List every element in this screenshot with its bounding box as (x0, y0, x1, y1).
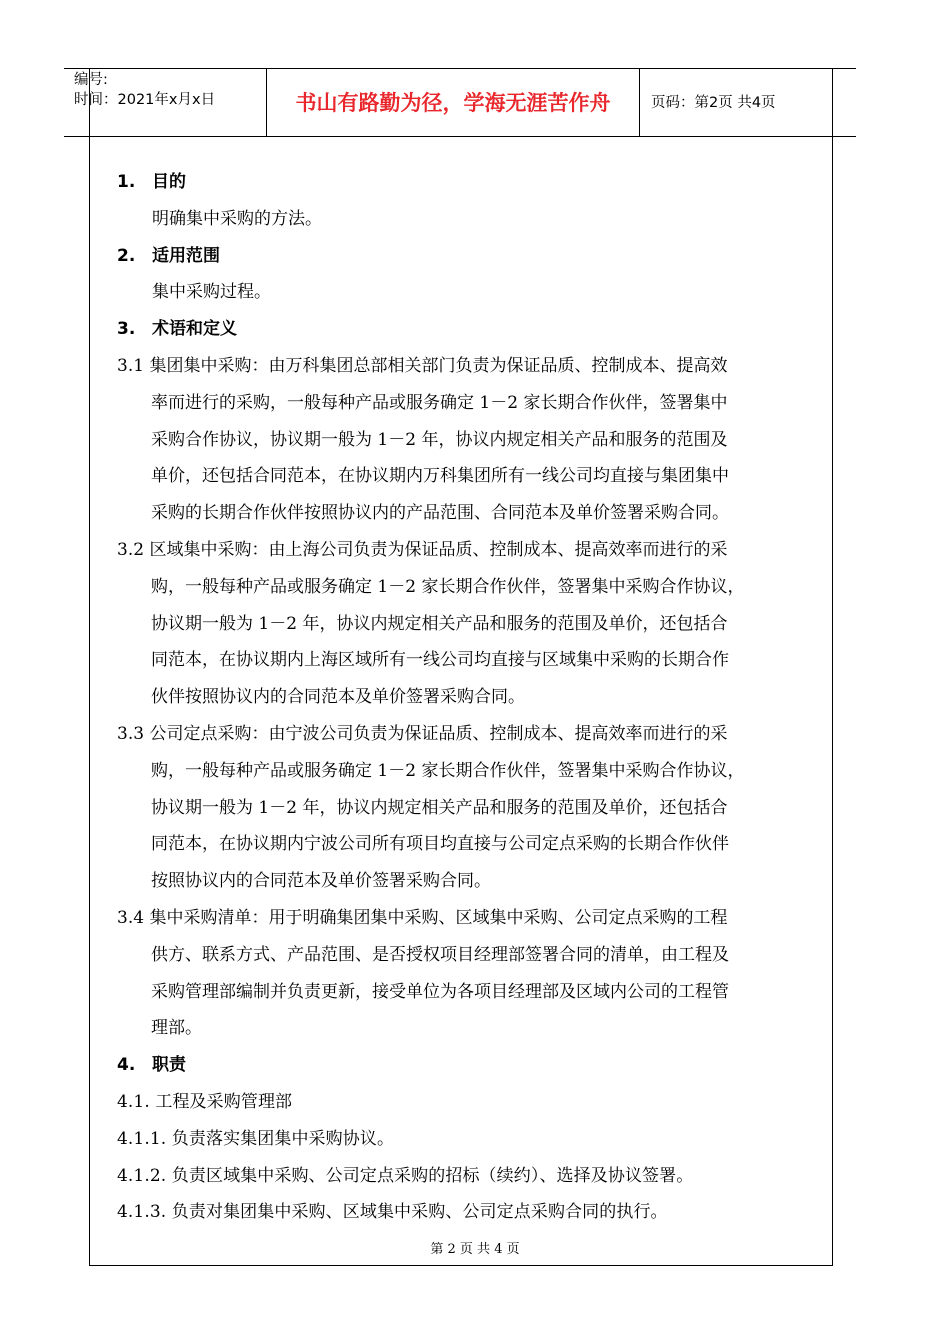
doc-date-label: 时间：2021年x月x日 (74, 92, 216, 108)
definition-3-3-line: 按照协议内的合同范本及单价签署采购合同。 (151, 871, 491, 892)
header-rule-bottom (64, 136, 856, 137)
header-meta (74, 70, 264, 110)
section-heading-4 (117, 1047, 817, 1084)
section-number: 3. (117, 319, 136, 340)
definition-3-3-line: 购，一般每种产品或服务确定 1－2 家长期合作伙伴，签署集中采购合作协议， (151, 760, 745, 781)
definition-3-2-line: 3.2 区域集中采购：由上海公司负责为保证品质、控制成本、提高效率而进行的采 (117, 539, 728, 560)
subsection-4-1: 4.1. 工程及采购管理部 (117, 1091, 293, 1112)
definition-3-1-line: 率而进行的采购，一般每种产品或服务确定 1－2 家长期合作伙伴，签署集中 (151, 392, 728, 413)
header-divider-1 (266, 68, 267, 136)
section-heading-3 (117, 311, 817, 348)
definition-3-2-line: 伙伴按照协议内的合同范本及单价签署采购合同。 (151, 687, 525, 708)
definition-3-4-line: 供方、联系方式、产品范围、是否授权项目经理部签署合同的清单，由工程及 (151, 944, 729, 965)
document-body (117, 164, 817, 1231)
section-title: 职责 (152, 1055, 186, 1076)
section-number: 4. (117, 1055, 136, 1076)
page-footer: 第 2 页 共 4 页 (430, 1242, 520, 1257)
definition-3-4-line: 3.4 集中采购清单：用于明确集团集中采购、区域集中采购、公司定点采购的工程 (117, 907, 728, 928)
header-page-info: 页码：第2页 共4页 (651, 95, 776, 111)
definition-3-2-line: 同范本，在协议期内上海区域所有一线公司均直接与区域集中采购的长期合作 (151, 650, 729, 671)
subsection-4-1-2: 4.1.2. 负责区域集中采购、公司定点采购的招标（续约）、选择及协议签署。 (117, 1165, 694, 1186)
section-text-2: 集中采购过程。 (152, 282, 271, 303)
definition-3-1-line: 采购的长期合作伙伴按照协议内的产品范围、合同范本及单价签署采购合同。 (151, 503, 729, 524)
definition-3-4-line: 采购管理部编制并负责更新，接受单位为各项目经理部及区域内公司的工程管 (151, 981, 729, 1002)
header-divider-2 (639, 68, 640, 136)
section-number: 2. (117, 245, 136, 266)
section-title: 目的 (152, 172, 186, 192)
definition-3-1-line: 采购合作协议，协议期一般为 1－2 年，协议内规定相关产品和服务的范围及 (151, 429, 728, 450)
section-number: 1. (117, 172, 136, 192)
definition-3-1-line: 单价，还包括合同范本，在协议期内万科集团所有一线公司均直接与集团集中 (151, 466, 729, 487)
section-text-1: 明确集中采购的方法。 (152, 208, 322, 229)
definition-3-3-line: 同范本，在协议期内宁波公司所有项目均直接与公司定点采购的长期合作伙伴 (151, 834, 729, 855)
section-heading-1 (117, 164, 817, 201)
header-rule-top (64, 68, 856, 69)
header-motto: 书山有路勤为径，学海无涯苦作舟 (295, 91, 611, 115)
section-title: 术语和定义 (152, 319, 237, 340)
subsection-4-1-3: 4.1.3. 负责对集团集中采购、区域集中采购、公司定点采购合同的执行。 (117, 1202, 668, 1223)
definition-3-2-line: 协议期一般为 1－2 年，协议内规定相关产品和服务的范围及单价，还包括合 (151, 613, 728, 634)
section-title: 适用范围 (152, 245, 220, 266)
definition-3-3-line: 3.3 公司定点采购：由宁波公司负责为保证品质、控制成本、提高效率而进行的采 (117, 723, 728, 744)
doc-code-label: 编号: (74, 72, 108, 88)
definition-3-3-line: 协议期一般为 1－2 年，协议内规定相关产品和服务的范围及单价，还包括合 (151, 797, 728, 818)
subsection-4-1-1: 4.1.1. 负责落实集团集中采购协议。 (117, 1128, 395, 1149)
definition-3-2-line: 购，一般每种产品或服务确定 1－2 家长期合作伙伴，签署集中采购合作协议， (151, 576, 745, 597)
definition-3-4-line: 理部。 (151, 1018, 202, 1039)
section-heading-2 (117, 238, 817, 275)
definition-3-1-line: 3.1 集团集中采购：由万科集团总部相关部门负责为保证品质、控制成本、提高效 (117, 355, 728, 376)
